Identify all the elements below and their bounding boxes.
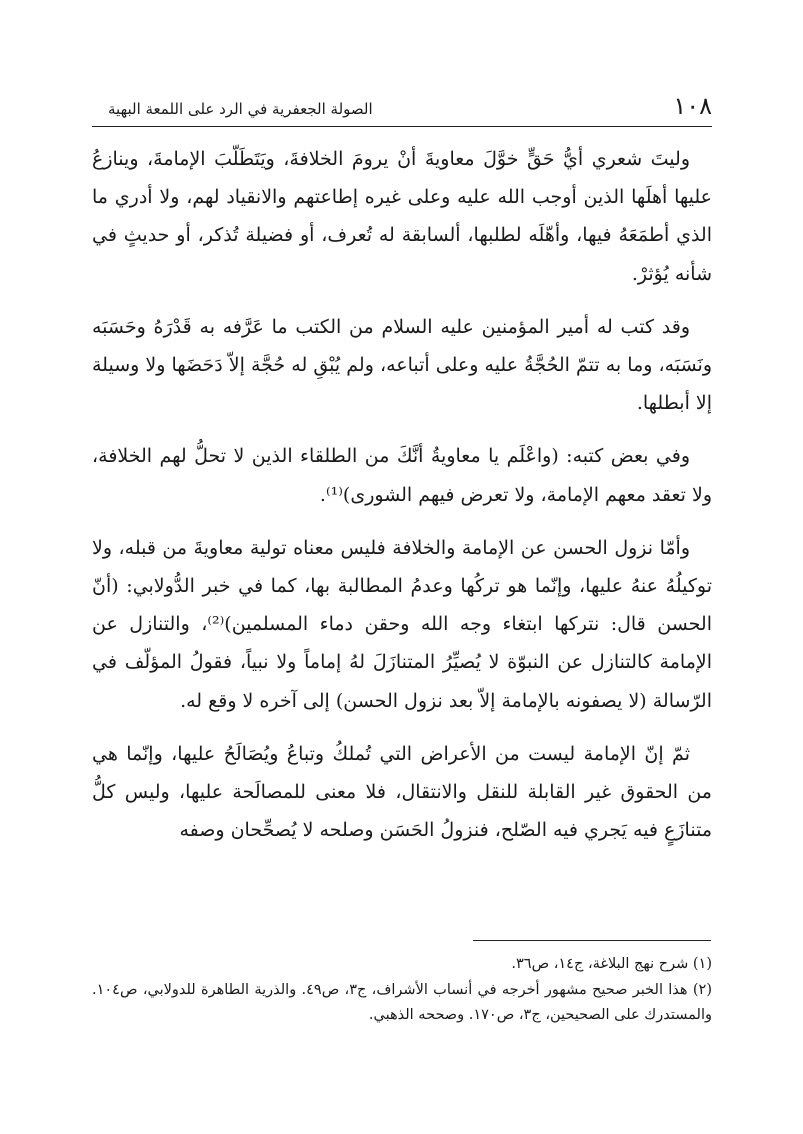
running-title: الصولة الجعفرية في الرد على اللمعة البهية bbox=[108, 100, 373, 118]
paragraph: وقد كتب له أمير المؤمنين عليه السلام من الكتب ما عَرَّفه به قَدْرَهُ وحَسَبَه ونَسَبَه، وما به تتمّ الحُجَّةُ عليه وعلى أتباعه، ولم يُبْقِ له حُجَّة إلاّ دَحَضَها ولا وسيلة إلا أبطلها. bbox=[92, 315, 712, 415]
footnotes bbox=[92, 952, 712, 1029]
footnote-divider bbox=[473, 940, 711, 941]
paragraph: وأمّا نزول الحسن عن الإمامة والخلافة فليس معناه تولية معاويةَ من قبله، ولا توكيلُهُ عنهُ عليها، وإنّما هو تركُها وعدمُ المطالبة بها، كما في خبر الدُّولابي: (أنّ الحسن قال: نتركها ابتغاء وجه الله وحقن دماء المسلمين)⁽²⁾، والتنازل عن الإمامة كالتنازل عن النبوّة لا يُصيِّرُ المتنازَلَ لهُ إماماً ولا نبياً، فقولُ المؤلّف في الرّسالة (لا يصفونه بالإمامة إلاّ بعد نزول الحسن) إلى آخره لا وقع له. bbox=[92, 536, 712, 712]
paragraph: وفي بعض كتبه: (واعْلَم يا معاويةُ أنَّكَ من الطلقاء الذين لا تحلُّ لهم الخلافة، ولا تعقد معهم الإمامة، ولا تعرض فيهم الشورى)⁽¹⁾. bbox=[92, 445, 712, 506]
footnote-2: (٢) هذا الخبر صحيح مشهور أخرجه في أنساب الأشراف، ج٣، ص٤٩. والذرية الطاهرة للدولابي، ص١٠٤. والمستدرك على الصحيحين، ج٣، ص١٧٠. وصححه الذهبي. bbox=[92, 981, 712, 1023]
running-header bbox=[92, 86, 712, 127]
footnote-1: (١) شرح نهج البلاغة، ج١٤، ص٣٦. bbox=[511, 956, 712, 972]
page-number: ١٠٨ bbox=[673, 92, 712, 120]
paragraph: ثمّ إنّ الإمامة ليست من الأعراض التي تُملكُ وتباعُ ويُصَالَحُ عليها، وإنّما هي من الحقوق غير القابلة للنقل والانتقال، فلا معنى للمصالَحة عليها، وليس كلُّ متنازَعٍ فيه يَجري فيه الصّلح، فنزولُ الحَسَن وصلحه لا يُصحِّحان وصفه bbox=[92, 742, 712, 842]
paragraph: وليتَ شعري أيُّ حَقٍّ خوَّلَ معاويةَ أنْ يرومَ الخلافةَ، ويَتَطَلّبَ الإمامةَ، وينازعُ عليها أهلَها الذين أوجب الله عليه وعلى غيره إطاعتهم والانقياد لهم، ولا أدري ما الذي أطمَعَهُ فيها، وأهّلَه لطلبها، ألسابقة له تُعرف، أو فضيلة تُذكر، أو حديثٍ في شأنه يُؤثرْ. bbox=[92, 148, 712, 285]
main-text bbox=[92, 140, 712, 849]
